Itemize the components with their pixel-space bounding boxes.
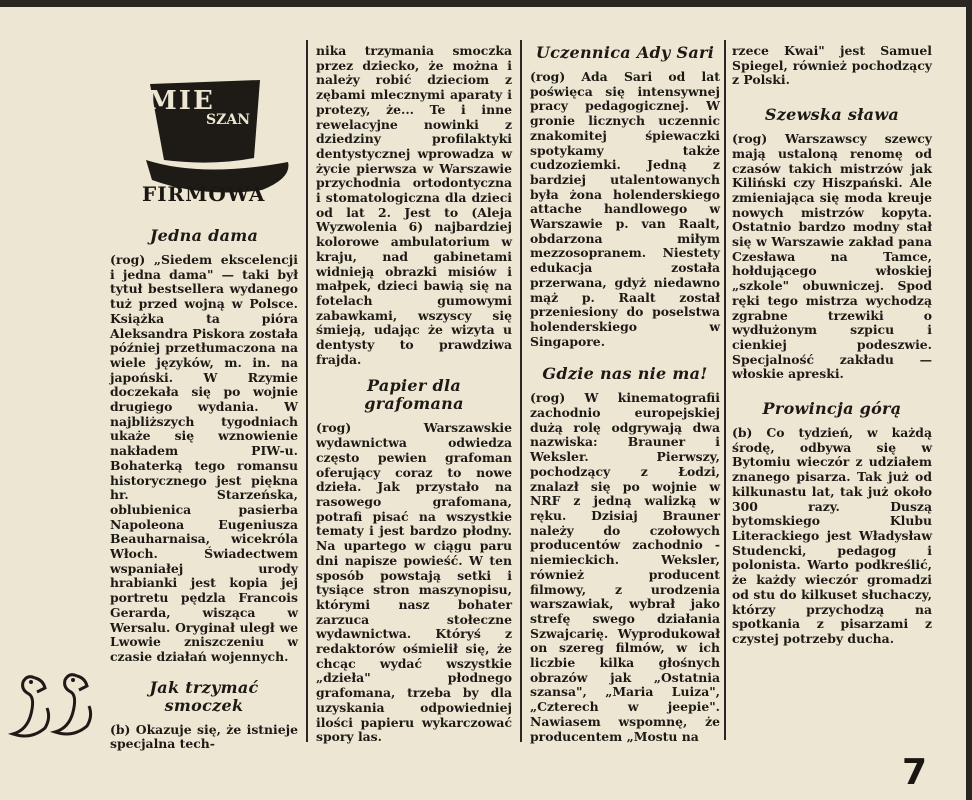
headline-jak-trzymac-smoczek: Jak trzymać smoczek [149,677,259,715]
right-border [966,0,972,800]
article-ada-sari: (rog) Ada Sari od lat poświęca się intensywnej pracy pedagogicznej. W gronie licznych uczennic znakomitej śpiewaczki spotykamy także cudzoziemki. Jedną z bardziej utalentowanych była żona holenderskiego attache handlowego w Warszawie p. van Raalt, obdarzona miłym mezzosopranem. Niestety edukacja została przerwana, gdyż niedawno mąż p. Raalt został przeniesiony do poselstwa holenderskiego w Singapore. [530,69,720,349]
top-border [0,0,972,7]
article-grafoman: (rog) Warszawskie wydawnictwa odwiedza często pewien grafoman oferujący coraz to nowe dzieła. Jak przystało na rasowego grafomana, potrafi pisać na wszystkie tematy i jest bardzo płodny. Na upartego w ciągu paru dni napisze powieść. W ten sposób powstają setki i tysiące stron maszynopisu, którymi nasz bohater zarzuca stołeczne wydawnictwa. Któryś z redaktorów ośmielił się, że chcąc wydać wszystkie „dzieła" płodnego grafomana, trzeba by dla uzyskania odpowiedniej ilości papieru wykarczować spory las. [316,420,512,745]
mieszanka-logo [142,80,292,220]
column-rule-1 [306,40,308,742]
article-smoczek-continued: nika trzymania smoczka przez dziecko, że można i należy robić dzieciom z zębami mlecznymi aparaty i protezy, że... Te i inne rewelacyjne nowinki z dziedziny profilaktyki dentystycznej wprowadza w życie pierwsza w Warszawie przychodnia ortodontyczna i stomatologiczna dla dzieci od lat 2. Jest to (Aleja Wyzwolenia 6) najbardziej kolorowe ambulatorium w kraju, nad gabinetami widnieją obrazki misiów i małpek, dzieci bawią się na fotelach gumowymi zabawkami, wszyscy się śmieją, udając że wizyta u dentysty to prawdziwa frajda. [316,43,512,367]
headline-papier-dla-grafomana: Papier dla grafomana [364,376,464,414]
headline-prowincja-gora: Prowincja górą [762,399,902,419]
article-gdzie-nas-nie-ma: (rog) W kinematografii zachodnio europejskiej dużą rolę odgrywają dwa nazwiska: Brauner i Weksler. Pierwszy, pochodzący z Łodzi, znalazł się po wojnie w NRF z jedną walizką w ręku. Dzisiaj Brauner należy do czołowych producentów zachodnio - niemieckich. Weksler, również producent filmowy, z urodzenia warszawiak, wybrał jako strefę swego działania Szwajcarię. Wyprodukował on szereg filmów, w ich liczbie kilka głośnych obrazów jak „Ostatnia szansa", „Maria Luiza", „Czterech w jeepie". Nawiasem wspomnę, że producentem „Mostu na [530,390,720,744]
headline-uczennica-ady-sari: Uczennica Ady Sari [535,43,715,62]
article-jedna-dama: (rog) „Siedem ekscelencji i jedna dama" — taki był tytuł bestsellera wydanego tuż przed wojną w Polsce. Książka ta pióra Aleksandra Piskora została później przetłumaczona na wiele języków, m. in. na japoński. W Rzymie doczekała się po wojnie drugiego wydania. W najbliższych tygodniach ukaże się wznowienie nakładem PIW-u. Bohaterką tego romansu historycznego jest piękna hr. Starzeńska, oblubienica pasierba Napoleona Eugeniusza Beauharnaisa, wicekróla Włoch. Świadectwem wspaniałej urody hrabianki jest kopia jej portretu pędzla Francois Gerarda, wisząca w Wersalu. Oryginał uległ we Lwowie zniszczeniu w czasie działań wojennych. [110,252,298,664]
page-number: 7 [902,752,928,793]
article-prowincja-gora: (b) Co tydzień, w każdą środę, odbywa się w Bytomiu wieczór z udziałem znanego pisarza. Tak już od kilkunastu lat, tak już około 300 razy. Duszą bytomskiego Klubu Literackiego jest Władysław Studencki, pedagog i polonista. Warto podkreślić, że każdy wieczór gromadzi od stu do kilkuset słuchaczy, którzy przychodzą na spotkania z pisarzami z czystej potrzeby ducha. [732,425,932,646]
column-rule-2 [520,40,522,742]
column-1 [110,227,298,752]
logo-text-szan: SZAN [206,112,250,128]
article-smoczek-start: (b) Okazuje się, że istnieje specjalna tech- [110,721,298,752]
article-gdzie-continued: rzece Kwai" jest Samuel Spiegel, również pochodzący z Polski. [732,43,932,88]
column-2 [316,44,512,745]
article-szewska-slawa: (rog) Warszawscy szewcy mają ustaloną renomę od czasów takich mistrzów jak Kiliński czy Hiszpański. Ale zmieniająca się moda kreuje nowych mistrzów kopyta. Ostatnio bardzo modny stał się w Warszawie zakład pana Czesława na Tamce, hołdującego włoskiej „szkole" obuwniczej. Spod ręki tego mistrza wychodzą zgrabne trzewiki o wydłużonym szpicu i cienkiej podeszwie. Specjalność zakładu — włoskie apreski. [732,131,932,382]
column-rule-3 [724,40,726,740]
headline-jedna-dama: Jedna dama [149,226,259,245]
headline-szewska-slawa: Szewska sława [764,105,900,125]
column-3 [530,44,720,744]
ducks-illustration [5,668,115,743]
logo-text-mie: MIE [148,86,215,116]
headline-gdzie-nas-nie-ma: Gdzie nas nie ma! [542,364,708,384]
duck-icon [5,668,115,743]
logo-text-firmowa: FIRMOWA [142,182,266,206]
column-4 [732,44,932,647]
